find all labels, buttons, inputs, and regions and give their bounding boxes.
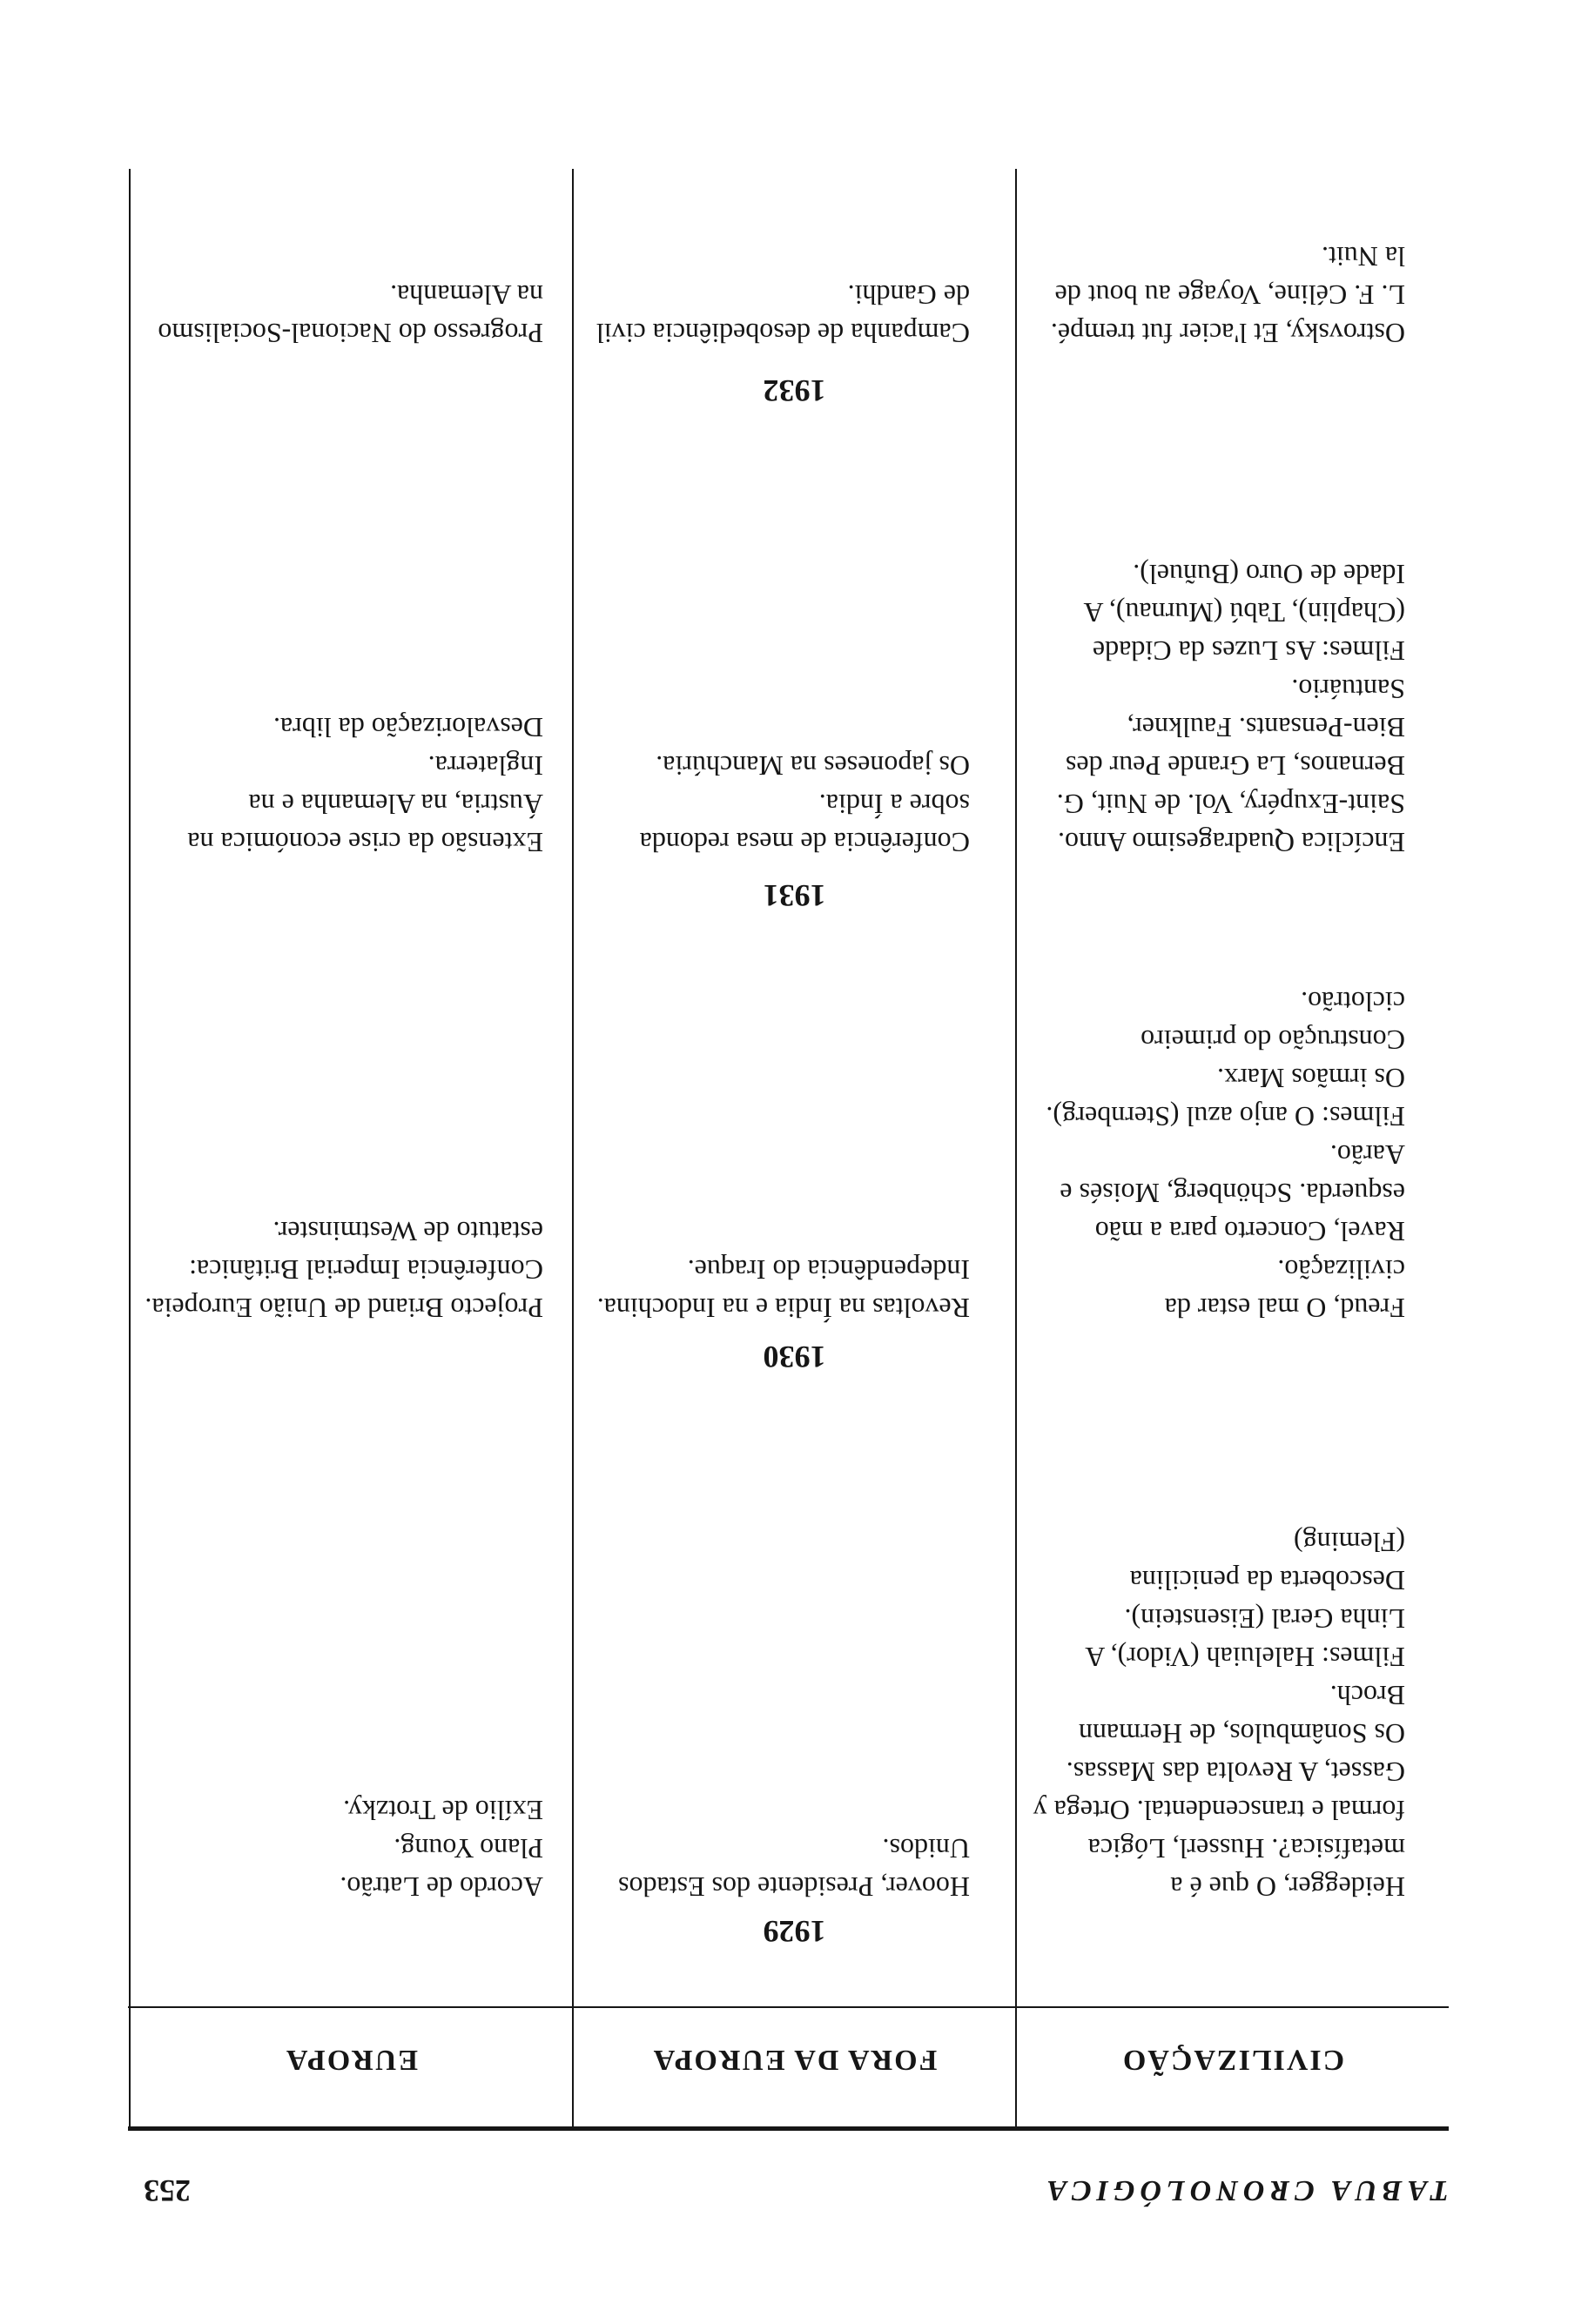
civilizacao-1932 <box>1031 238 1405 353</box>
fora-1932 <box>587 276 970 353</box>
fora-1929 <box>587 1830 970 1906</box>
europa-1930 <box>143 1212 543 1327</box>
civilizacao-1929 <box>1031 1523 1405 1906</box>
year-heading: 1929 <box>763 1914 826 1949</box>
civilizacao-1930 <box>1031 983 1405 1327</box>
fora-1931 <box>587 747 970 862</box>
list-item: Independência do Iraque. <box>687 1254 970 1286</box>
header-fora-da-europa: FORA DA EUROPA <box>651 2044 938 2076</box>
list-item: Ostrovsky, Et l'acier fut trempé. L. F. Céline, Voyage au bout de la Nuit. <box>1050 241 1405 349</box>
year-heading: 1932 <box>763 373 826 408</box>
list-item: Progresso do Nacional-Socialismo na Alemanha. <box>158 279 543 349</box>
civilizacao-1931 <box>1031 555 1405 862</box>
year-heading: 1931 <box>763 878 826 913</box>
fora-1930 <box>587 1251 970 1327</box>
list-item: Conferência de mesa redonda sobre a Índia. <box>639 789 970 858</box>
list-item: Ravel, Concerto para a mão esquerda. Schönberg, Moisés e Aarão. <box>1060 1139 1405 1247</box>
list-item: Encíclica Quadragesimo Anno. <box>1058 827 1405 858</box>
list-item: Os japoneses na Manchúria. <box>656 750 970 782</box>
europa-1929 <box>143 1791 543 1906</box>
list-item: Plano Young. <box>394 1833 543 1864</box>
list-item: Exílio de Trotzky. <box>343 1795 543 1826</box>
header-civilizacao: CIVILIZAÇÃO <box>1120 2044 1345 2076</box>
header-rule <box>128 2006 1449 2008</box>
table-top-rule <box>128 2126 1449 2131</box>
list-item: Hoover, Presidente dos Estados Unidos. <box>618 1833 970 1903</box>
europa-1932 <box>143 276 543 353</box>
list-item: Freud, O mal estar da civilização. <box>1164 1254 1405 1324</box>
list-item: Filmes: O anjo azul (Sternberg). Os irmãos Marx. <box>1046 1063 1405 1132</box>
list-item: Heidegger, O que é a metafísica?. Husserl, Lógica formal e transcendental. Ortega y Gasset, A Revolta das Massas. <box>1033 1756 1405 1903</box>
list-item: Acordo de Latrão. <box>340 1871 543 1903</box>
list-item: Construção do primeiro ciclotrão. <box>1141 986 1405 1056</box>
page-number: 253 <box>144 2173 191 2208</box>
list-item: Descoberta da penicilina (Fleming) <box>1129 1527 1405 1596</box>
list-item: Os Sonâmbulos, de Hermann Broch. <box>1078 1680 1405 1750</box>
header-europa: EUROPA <box>284 2044 419 2076</box>
list-item: Campanha de desobediência civil de Gandhi. <box>596 279 970 349</box>
column-divider <box>572 169 574 2127</box>
list-item: Revoltas na Índia e na Indochina. <box>596 1293 970 1324</box>
list-item: Desvalorização da libra. <box>273 712 543 743</box>
list-item: Saint-Exupéry, Vol. de Nuit, G. Bernanos, La Grande Peur des Bien-Pensants. Faulkner, Santuário. <box>1056 674 1405 820</box>
year-heading: 1930 <box>763 1340 826 1374</box>
europa-1931 <box>143 709 543 862</box>
list-item: Filmes: As Luzes da Cidade (Chaplin), Tabú (Murnau), A Idade de Ouro (Buñuel). <box>1085 559 1405 667</box>
list-item: Conferência Imperial Britânica: estatuto de Westminster. <box>189 1216 543 1286</box>
column-divider <box>1015 169 1017 2127</box>
list-item: Filmes: Haleluiah (Vidor), A Linha Geral (Eisenstein). <box>1086 1603 1405 1673</box>
list-item: Projecto Briand de União Europeia. <box>145 1293 543 1324</box>
table-right-rule <box>129 169 131 2127</box>
running-head: TABUA CRONOLÓGICA <box>1041 2174 1449 2206</box>
list-item: Extensão da crise económica na Áustria, na Alemanha e na Inglaterra. <box>187 750 543 858</box>
